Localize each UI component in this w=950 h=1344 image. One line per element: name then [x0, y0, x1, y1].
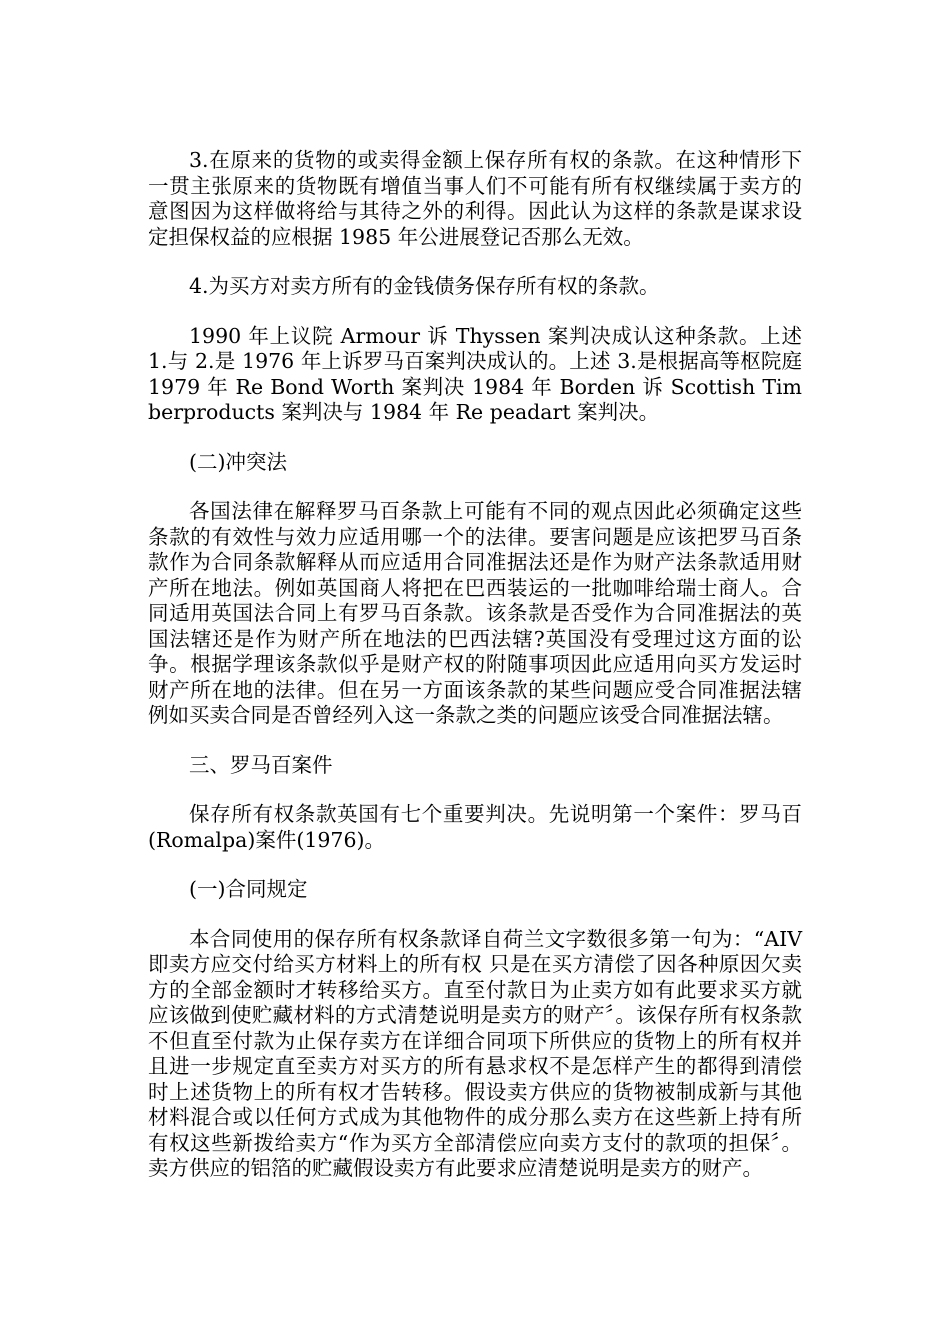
paragraph-clause-3: 3.在原来的货物的或卖得金额上保存所有权的条款。在这种情形下一贯主张原来的货物既有增值当事人们不可能有所有权继续属于卖方的意图因为这样做将给与其待之外的利得。因此认为这样的条款是谋求设定担保权益的应根据 1985 年公进展登记否那么无效。	[148, 148, 802, 249]
document-page	[148, 148, 802, 1206]
paragraph-conflict-of-laws: 各国法律在解释罗马百条款上可能有不同的观点因此必须确定这些条款的有效性与效力应适用哪一个的法律。要害问题是应该把罗马百条款作为合同条款解释从而应适用合同准据法还是作为财产法条款适用财产所在地法。例如英国商人将把在巴西装运的一批咖啡给瑞士商人。合同适用英国法合同上有罗马百条款。该条款是否受作为合同准据法的英国法辖还是作为财产所在地法的巴西法辖?英国没有受理过这方面的讼争。根据学理该条款似乎是财产权的附随事项因此应适用向买方发运时财产所在地的法律。但在另一方面该条款的某些问题应受合同准据法辖例如买卖合同是否曾经列入这一条款之类的问题应该受合同准据法辖。	[148, 499, 802, 727]
section-heading-conflict-of-laws: (二)冲突法	[189, 449, 287, 474]
section-heading-contract-terms: (一)合同规定	[189, 877, 308, 901]
paragraph-contract-terms: 本合同使用的保存所有权条款译自荷兰文字数很多第一句为：“AIV 即卖方应交付给买方材料上的所有权 只是在买方清偿了因各种原因欠卖方的全部金额时才转移给买方。直至付款日为止卖方如有此要求买方就应该做到使贮藏材料的方式清楚说明是卖方的财产〞。该保存所有权条款不但直至付款为止保存卖方在详细合同项下所供应的货物上的所有权并且进一步规定直至卖方对买方的所有悬求权不是怎样产生的都得到清偿时上述货物上的所有权才告转移。假设卖方供应的货物被制成新与其他材料混合或以任何方式成为其他物件的成分那么卖方在这些新上持有所有权这些新拨给卖方“作为买方全部清偿应向卖方支付的款项的担保〞。卖方供应的铝箔的贮藏假设卖方有此要求应清楚说明是卖方的财产。	[148, 926, 802, 1180]
section-heading-romalpa-cases: 三、罗马百案件	[189, 752, 333, 777]
paragraph-clause-4: 4.为买方对卖方所有的金钱债务保存所有权的条款。	[189, 274, 660, 298]
paragraph-romalpa-intro: 保存所有权条款英国有七个重要判决。先说明第一个案件：罗马百(Romalpa)案件(1976)。	[148, 802, 802, 852]
paragraph-case-references: 1990 年上议院 Armour 诉 Thyssen 案判决成认这种条款。上述 1.与 2.是 1976 年上诉罗马百案判决成认的。上述 3.是根据高等枢院庭 1979 年 Re Bond Worth 案判决 1984 年 Borden 诉 Scottish Timberproducts 案判决与 1984 年 Re peadart 案判决。	[148, 323, 802, 424]
